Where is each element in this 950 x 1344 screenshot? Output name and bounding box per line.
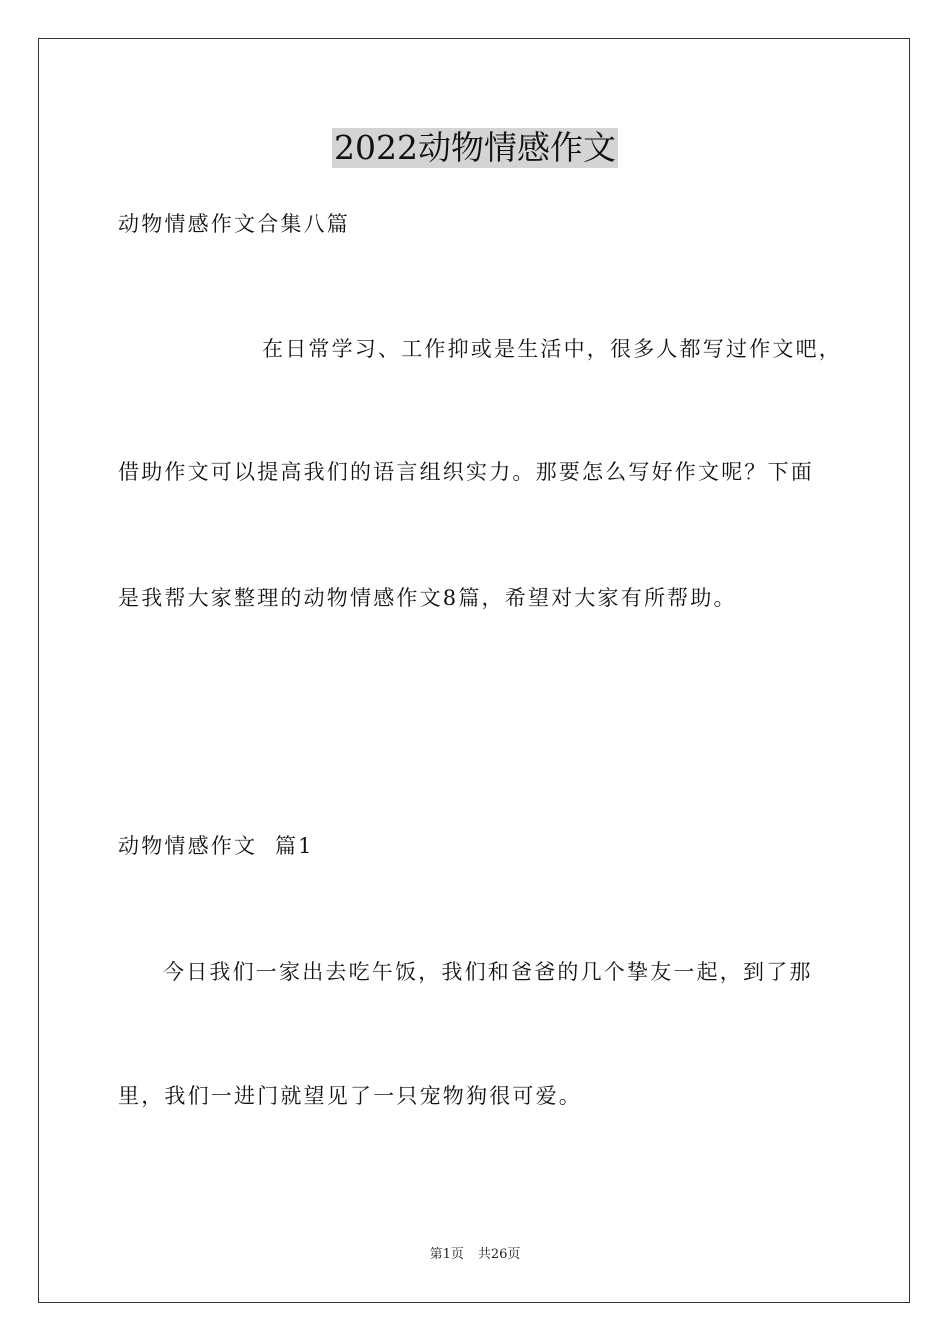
page-footer — [0, 1247, 950, 1263]
title-container — [0, 128, 950, 168]
intro-line-3: 是我帮大家整理的动物情感作文8篇，希望对大家有所帮助。 — [118, 586, 737, 610]
intro-line-1: 在日常学习、工作抑或是生活中，很多人都写过作文吧， — [262, 337, 842, 361]
intro-line-2: 借助作文可以提高我们的语言组织实力。那要怎么写好作文呢？下面 — [118, 460, 814, 484]
document-subtitle: 动物情感作文合集八篇 — [118, 212, 350, 236]
body-line-1: 今日我们一家出去吃午饭，我们和爸爸的几个挚友一起，到了那 — [163, 960, 813, 984]
document-title: 2022动物情感作文 — [334, 128, 616, 167]
page-number: 第1页 — [429, 1247, 464, 1262]
body-line-2: 里，我们一进门就望见了一只宠物狗很可爱。 — [118, 1084, 582, 1108]
section-heading: 动物情感作文 篇1 — [118, 834, 314, 858]
page-total: 共26页 — [477, 1247, 521, 1262]
